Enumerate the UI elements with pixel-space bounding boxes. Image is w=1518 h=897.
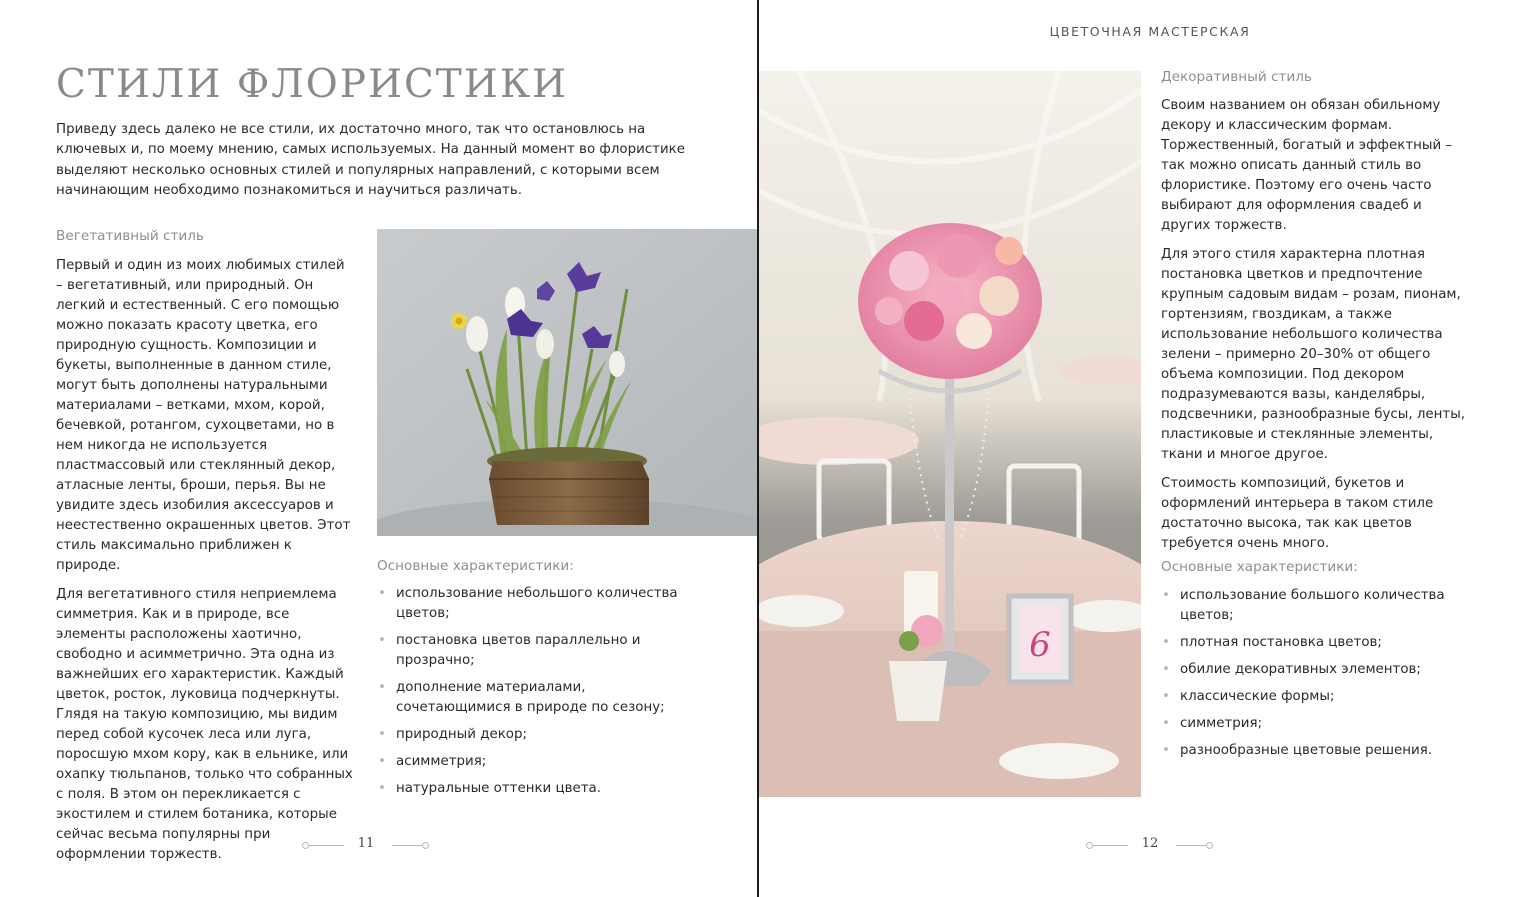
folio-ornament-icon	[422, 842, 429, 849]
characteristics-list-decorative	[1161, 586, 1471, 768]
list-item: • натуральные оттенки цвета.	[377, 779, 687, 799]
decorative-paragraph: Для этого стиля характерна плотная постановка цветков и предпочтение крупным садовым видам – розам, пионам, гортензиям, гвоздикам, а также использование небольшого количества зелени – примерно 20–30% от общего объема композиции. Под декором подразумеваются вазы, канделябры, подсвечники, разнообразные бусы, ленты, пластиковые и стеклянные элементы, ткани и многое другое.	[1161, 247, 1466, 462]
page-title: СТИЛИ ФЛОРИСТИКИ	[56, 62, 569, 107]
decorative-centerpiece-photo	[759, 71, 1141, 797]
vegetative-flowers-photo	[377, 229, 757, 536]
decorative-paragraph: Стоимость композиций, букетов и оформлений интерьера в таком стиле достаточно высока, так как цветов требуется очень много.	[1161, 476, 1434, 551]
tulips-crocus-box-illustration	[377, 229, 757, 536]
characteristics-list-vegetative	[377, 584, 687, 806]
vegetative-paragraph: Первый и один из моих любимых стилей – вегетативный, или природный. Он легкий и естественный. С его помощью можно показать красоту цветка, его природную сущность. Композиции и букеты, выполненные в данном стиле, могут быть дополнены натуральными материалами – ветками, мхом, корой, бечевкой, ротангом, сухоцветами, но в нем никогда не используется пластмассовый или стеклянный декор, атласные ленты, броши, перья. Вы не увидите здесь изобилия аксессуаров и неестественно окрашенных цветов. Этот стиль максимально приближен к природе.	[56, 258, 351, 573]
list-item: • обилие декоративных элементов;	[1161, 660, 1471, 680]
list-item: • постановка цветов параллельно и прозрачно;	[377, 631, 687, 671]
candelabra-roses-illustration	[759, 71, 1141, 797]
decorative-paragraph: Своим названием он обязан обильному декору и классическим формам. Торжественный, богатый и эффектный – так можно описать данный стиль во флористике. Поэтому его очень часто выбирают для оформления свадеб и других торжеств.	[1161, 98, 1453, 233]
list-item: • природный декор;	[377, 725, 687, 745]
page-number-right	[1080, 836, 1220, 856]
right-page	[759, 0, 1518, 897]
characteristics-title-decorative: Основные характеристики:	[1161, 559, 1358, 575]
left-page	[0, 0, 757, 897]
list-item: • асимметрия;	[377, 752, 687, 772]
list-item: • использование небольшого количества цветов;	[377, 584, 687, 624]
list-item: • использование большого количества цветов;	[1161, 586, 1471, 626]
list-item: • разнообразные цветовые решения.	[1161, 741, 1471, 761]
characteristics-title-vegetative: Основные характеристики:	[377, 558, 574, 574]
table-number: 6	[1029, 625, 1051, 665]
running-head: ЦВЕТОЧНАЯ МАСТЕРСКАЯ	[1049, 24, 1251, 39]
vegetative-paragraph: Для вегетативного стиля неприемлема симметрия. Как и в природе, все элементы расположены хаотично, свободно и асимметрично. Эта одна из важнейших его характеристик. Каждый цветок, росток, луковица подчеркнуты. Глядя на такую композицию, мы видим перед собой кусочек леса или луга, поросшую мхом кору, как в ельнике, или охапку тюльпанов, только что собранных с поля. В этом он перекликается с экостилем и стилем ботаника, которые сейчас весьма популярны при оформлении торжеств.	[56, 587, 353, 862]
list-item: • дополнение материалами, сочетающимися в природе по сезону;	[377, 678, 687, 718]
page-number-left	[296, 836, 436, 856]
page-number: 12	[1141, 836, 1159, 851]
list-item: • плотная постановка цветов;	[1161, 633, 1471, 653]
section-title-decorative: Декоративный стиль	[1161, 69, 1312, 85]
folio-ornament-icon	[1206, 842, 1213, 849]
intro-paragraph: Приведу здесь далеко не все стили, их достаточно много, так что остановлюсь на ключевых и, по моему мнению, самых используемых. На данный момент во флористике выделяют несколько основных стилей и популярных направлений, с которыми всем начинающим необходимо познакомиться и научиться различать.	[56, 122, 685, 198]
list-item: • классические формы;	[1161, 687, 1471, 707]
list-item: • симметрия;	[1161, 714, 1471, 734]
section-title-vegetative: Вегетативный стиль	[56, 228, 204, 244]
decorative-body	[1161, 96, 1466, 563]
page-number: 11	[357, 836, 375, 851]
vegetative-body	[56, 256, 354, 874]
